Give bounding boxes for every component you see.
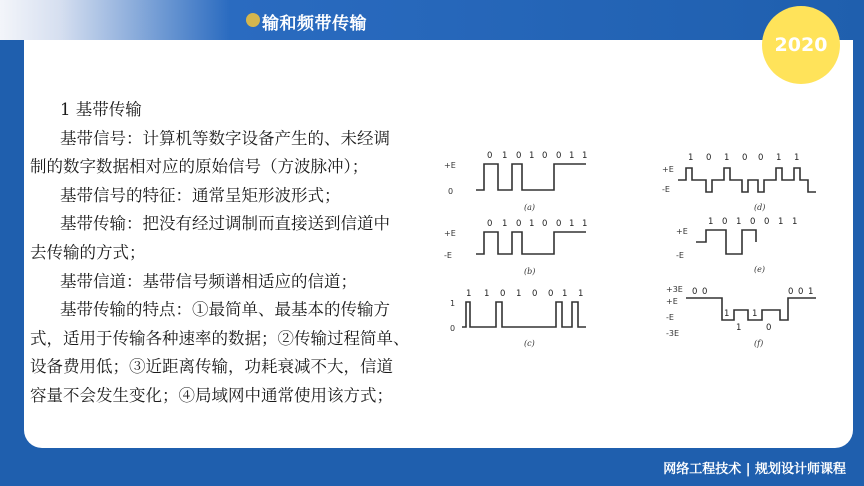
year-badge: 2020 <box>762 6 840 84</box>
text-line: 基带信道：基带信号频谱相适应的信道； <box>60 271 357 291</box>
bit-label: 0 <box>722 217 728 227</box>
bit-label: 1 <box>569 219 575 229</box>
waveform-c <box>462 302 586 327</box>
text-block <box>30 96 450 411</box>
level-label: +E <box>676 227 688 236</box>
bit-label: 1 <box>688 153 694 163</box>
bit-label: 1 <box>578 289 584 299</box>
bit-label: 1 <box>708 217 714 227</box>
bits-d <box>688 153 799 163</box>
level-label: +E <box>444 229 456 238</box>
bit-label: 1 <box>724 309 730 319</box>
bit-label: 1 <box>502 219 508 229</box>
bit-label: 1 <box>724 153 730 163</box>
level-label: 0 <box>450 324 456 333</box>
level-label: +E <box>444 161 456 170</box>
bit-label: 0 <box>692 287 698 297</box>
bit-label: 1 <box>582 219 588 229</box>
header-bar <box>0 0 864 40</box>
bit-label: 0 <box>500 289 506 299</box>
bit-label: 0 <box>758 153 764 163</box>
bit-label: 0 <box>516 219 522 229</box>
text-line: 去传输的方式； <box>30 242 146 262</box>
waveform-d <box>678 168 816 192</box>
bit-label: 1 <box>484 289 490 299</box>
bit-label: 1 <box>516 289 522 299</box>
waveform-e <box>696 230 756 254</box>
text-line: 式，适用于传输各种速率的数据；②传输过程简单、 <box>30 328 410 348</box>
bit-label: 0 <box>702 287 708 297</box>
level-label: -E <box>676 251 684 260</box>
bit-label: 0 <box>742 153 748 163</box>
bit-label: 1 <box>794 153 800 163</box>
panel-caption: (e) <box>754 265 765 274</box>
bit-label: 1 <box>529 219 535 229</box>
bit-label: 1 <box>736 323 742 333</box>
bit-label: 0 <box>548 289 554 299</box>
bit-label: 1 <box>569 151 575 161</box>
bit-label: 0 <box>750 217 756 227</box>
level-label: -3E <box>666 329 680 338</box>
bit-label: 1 <box>736 217 742 227</box>
slide-title: 输和频带传输 <box>262 14 367 34</box>
bits-a <box>487 151 587 161</box>
bit-label: 1 <box>792 217 798 227</box>
bit-label: 0 <box>542 151 548 161</box>
bit-label: 0 <box>487 151 493 161</box>
text-line: 设备费用低；③近距离传输，功耗衰减不大，信道 <box>30 357 393 377</box>
text-line: 容量不会发生变化；④局域网中通常使用该方式； <box>30 385 393 405</box>
bits-b <box>487 219 587 229</box>
bit-label: 0 <box>556 151 562 161</box>
level-label: -E <box>666 313 674 322</box>
bit-label: 0 <box>516 151 522 161</box>
level-label: +E <box>666 297 678 306</box>
text-line: 基带传输：把没有经过调制而直接送到信道中 <box>60 214 390 234</box>
level-label: +3E <box>666 285 683 294</box>
bit-label: 1 <box>529 151 535 161</box>
bit-label: 0 <box>788 287 794 297</box>
bit-label: 0 <box>798 287 804 297</box>
bit-label: 0 <box>764 217 770 227</box>
text-line: 1 基带传输 <box>60 100 142 119</box>
text-line: 基带传输的特点：①最简单、最基本的传输方 <box>60 300 390 320</box>
waveform-b <box>476 232 586 254</box>
level-label: +E <box>662 165 674 174</box>
waveform-a <box>476 164 586 190</box>
bit-label: 1 <box>502 151 508 161</box>
level-label: -E <box>444 251 452 260</box>
baseband-waveform-figure <box>436 142 846 352</box>
level-label: -E <box>662 185 670 194</box>
bits-f <box>692 287 813 333</box>
text-line: 制的数字数据相对应的原始信号（方波脉冲）； <box>30 157 369 177</box>
bit-label: 1 <box>778 217 784 227</box>
level-label: 0 <box>448 187 454 196</box>
bit-label: 0 <box>532 289 538 299</box>
bit-label: 1 <box>776 153 782 163</box>
footer-course-label: 网络工程技术 | 规划设计师课程 <box>663 462 846 477</box>
panel-caption: (c) <box>524 339 535 348</box>
bit-label: 1 <box>582 151 588 161</box>
bit-label: 1 <box>752 309 758 319</box>
title-decoration-icon <box>246 13 260 27</box>
waveform-svg <box>436 142 846 352</box>
bits-c <box>466 289 583 299</box>
panel-caption: (a) <box>524 203 536 212</box>
bit-label: 0 <box>556 219 562 229</box>
waveform-f <box>686 298 816 320</box>
text-line: 基带信号的特征：通常呈矩形波形式； <box>60 185 341 205</box>
panel-caption: (f) <box>754 339 764 348</box>
level-label: 1 <box>450 299 456 308</box>
panel-caption: (b) <box>524 267 536 276</box>
panel-caption: (d) <box>754 203 766 212</box>
bit-label: 1 <box>466 289 472 299</box>
bit-label: 0 <box>766 323 772 333</box>
bit-label: 0 <box>487 219 493 229</box>
text-line: 基带信号：计算机等数字设备产生的、未经调 <box>60 128 390 148</box>
bit-label: 1 <box>562 289 568 299</box>
bit-label: 0 <box>542 219 548 229</box>
bit-label: 0 <box>706 153 712 163</box>
bits-e <box>708 217 797 227</box>
bit-label: 1 <box>808 287 814 297</box>
